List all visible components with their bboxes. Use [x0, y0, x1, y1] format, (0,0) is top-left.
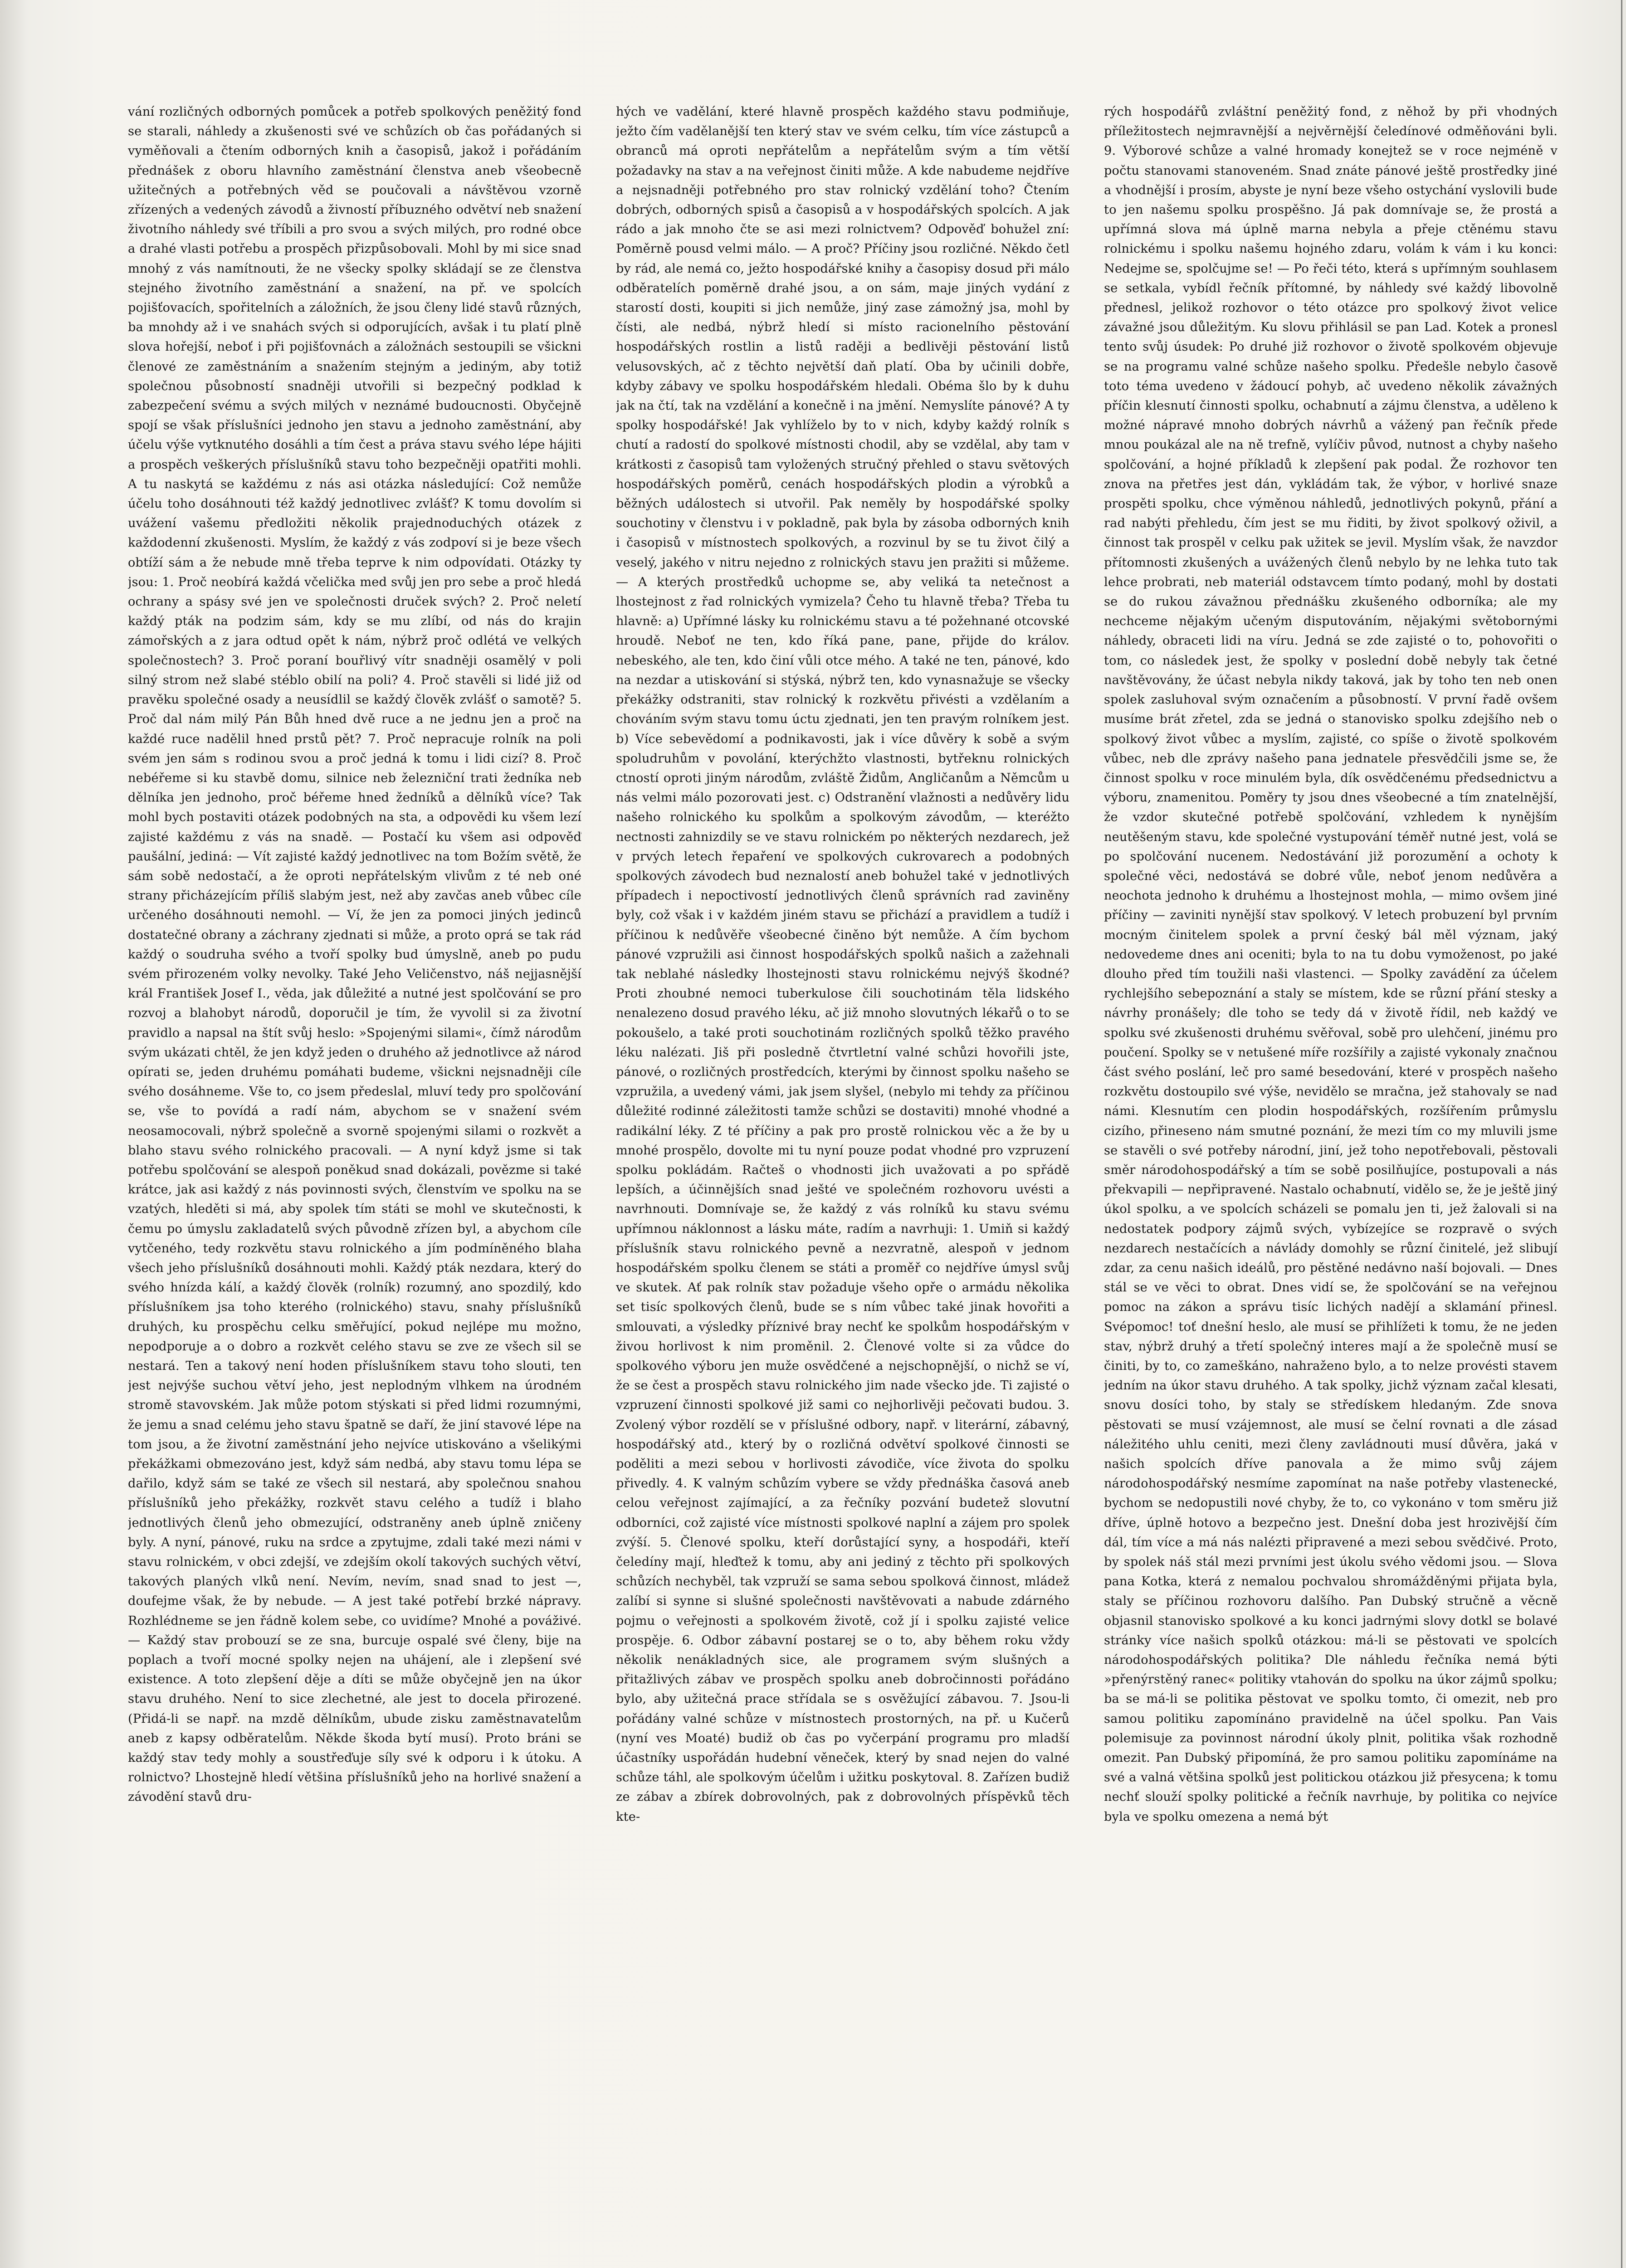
column-1 [128, 102, 581, 2268]
column-2-text: hých ve vadělání, které hlavně prospěch každého stavu podmiňuje, ježto čím vadělanější ten který stav ve svém celku, tím více zástupců a obranců má oproti nepřátelům a nepřátelům svým a tím větší požadavky na stav a na veřejnost činiti může. A kde nabudeme nejdříve a nejsnadněji potřebného pro stav rolnický vzdělání toho? Čtením dobrých, odborných spisů a časopisů a v hospodářských spolcích. A jak rádo a jak mnoho čte se asi mezi rolnictvem? Odpověď bohužel zní: Poměrně pousd velmi málo. — A proč? Příčiny jsou rozličné. Někdo četl by rád, ale nemá co, ježto hospodářské knihy a časopisy dosud při málo odběratelích poměrně drahé jsou, a on sám, maje jiných vydání z starostí dosti, koupiti si jich nemůže, jiný zase zámožný jsa, mohl by čísti, ale nedbá, nýbrž hledí si místo racionelního pěstování hospodářských rostlin a listů raději a bedlivěji pěstování listů velusovských, ač z těchto největší daň platí. Oba by učinili dobře, kdyby zábavy ve spolku hospodářském hledali. Obéma šlo by k duhu jak na čtí, tak na vzdělání a konečně i na jmění. Nemyslíte pánové? A ty spolky hospodářské! Jak vyhlíželo by to v nich, kdyby každý rolník s chutí a radostí do spolkové místnosti chodil, aby se vzdělal, aby tam v krátkosti z časopisů tam vyložených stručný přehled o stavu světových hospodářských poměrů, cenách hospodářských plodin a výrobků a běžných událostech si utvořil. Pak neměly by hospodářské spolky souchotiny v členstvu i v pokladně, pak byla by zásoba odborných knih i časopisů v místnostech spolkových, a rozvinul by se tu život čilý a veselý, jakého v nitru nejedno z rolnických stavu jen pražiti si můžeme. — A kterých prostředků uchopme se, aby veliká ta netečnost a lhostejnost z řad rolnických vymizela? Čeho tu hlavně třeba? Třeba tu hlavně: a) Upřímné lásky ku rolnickému stavu a té požehnané otcovské hroudě. Neboť ne ten, kdo říká pane, pane, přijde do králov. nebeského, ale ten, kdo činí vůli otce mého. A také ne ten, pánové, kdo na nezdar a utiskování si stýská, nýbrž ten, kdo vynasnažuje se všecky překážky odstraniti, stav rolnický k rozkvětu přivésti a vzdělaním a chováním svým stavu tomu úctu zjednati, jen ten pravým rolníkem jest. b) Více sebevědomí a podnikavosti, jak i více důvěry k sobě a svým spoludruhům v povolání, kterýchžto vlastnosti, bytřeknu rolnických ctností oproti jiným národům, zvláště Židům, Angličanům a Němcům u nás velmi málo pozorovati jest. c) Odstranění vlažnosti a nedůvěry lidu našeho rolnického ku spolkům a spolkovým závodům, — kteréžto nectnosti zahnizdily se ve stavu rolnickém po některých nezdarech, jež v prvých letech řepaření ve spolkových cukrovarech a podobných spolkových závodech bud neznalostí aneb bohužel také v jednotlivých případech i nepoctivostí jednotlivých členů správních rad zaviněny byly, což však i v každém jiném stavu se přichází a pravidlem a tudíž i příčinou k nedůvěře všeobecné činěno být nemůže. A čím bychom pánové vzpružili asi činnost hospodářských spolků našich a zažehnali tak neblahé následky lhostejnosti stavu rolnickému nejvýš škodné? Proti zhoubné nemoci tuberkulose čili souchotinám těla lidského nenalezeno dosud pravého léku, ač již mnoho slovutných lékařů o to se pokoušelo, a také proti souchotinám rozličných spolků těžko pravého léku nalézati. Jiš při posledně čtvrtletní valné schůzi hovořili jste, pánové, o rozličných prostředcích, kterými by činnost spolku našeho se vzpružila, a uvedený vámi, jak jsem slyšel, (nebylo mi tehdy za příčinou důležité rodinné záležitosti tamže schůzi se dostaviti) mnohé vhodné a radikální léky. Z té příčiny a pak pro prostě rolnickou věc a že by u mnohé prospělo, dovolte mi tu nyní pouze podat vhodné pro vzpruzení spolku pokládám. Račteš o vhodnosti jich uvažovati a po spřádě lepších, a účinnějších snad ješté ve společném rozhovoru uvésti a navrhnouti. Domnívaje se, že každý z vás rolníků ku stavu svému upřímnou náklonnost a lásku máte, radím a navrhuji: 1. Umiň si každý příslušník stavu rolnického pevně a nezvratně, alespoň v jednom hospodářském spolku členem se státi a proměř co nejdříve úmysl svůj ve skutek. Ať pak rolník stav požaduje všeho opře o armádu několika set tisíc spolkových členů, bude se s ním vůbec také jinak hovořiti a smlouvati, a výsledky příznivé bray nechť ke spolkům hospodářským v živou horlivost k nim proměnil. 2. Členové volte si za vůdce do spolkového výboru jen muže osvědčené a nejschopnější, o nichž se ví, že se čest a prospěch stavu rolnického jim nade všecko jde. Ti zajisté o vzpruzení činnosti spolkové již sami co nejhorlivěji pečovati budou. 3. Zvolený výbor rozdělí se v příslušné odbory, např. v literární, zábavný, hospodářský atd., který by o rozličná odvětví spolkové činnosti se poděliti a mezi sebou v horlivosti závodiče, více života do spolku přivedly. 4. K valným schůzím vybere se vždy přednáška časová aneb celou veřejnost zajímající, a za řečníky pozvání budetež slovutní odborníci, což zajisté více místnosti spolkové naplní a zájem pro spolek zvýší. 5. Členové spolku, kteří dorůstající syny, a hospodáři, kteří čeledíny mají, hleďtež k tomu, aby ani jediný z těchto při spolkových schůzích nechyběl, tak vzpruží se sama sebou spolková činnost, mládež zalíbí si synne si slušné společnosti navštěvovati a nabude zdárného pojmu o veřejnosti a spolkovém životě, což jí i spolku zajisté velice prospěje. 6. Odbor zábavní postarej se o to, aby během roku vždy několik nenákladných sice, ale programem svým slušných a přitažlivých zábav ve prospěch spolku aneb dobročinnosti pořádáno bylo, aby užitečná prace střídala se s osvěžující zábavou. 7. Jsou-li pořádány valné schůze v místnostech prostorných, na př. u Kučerů (nyní ves Moaté) budiž ob čas po vyčerpání programu pro mladší účastníky uspořádán hudební věneček, který by snad nejen do valné schůze táhl, ale spolkovým účelům i užitku poskytoval. 8. Zařízen budiž ze zábav a zbírek dobrovolných, pak z dobrovolných příspěvků těch kte- [616, 105, 1069, 1824]
column-3 [1104, 102, 1558, 2268]
text-columns [128, 102, 1558, 2268]
page-edge-shadow [0, 0, 27, 2268]
page-edge-line [1621, 0, 1622, 2268]
column-2 [616, 102, 1069, 2268]
column-1-text: vání rozličných odborných pomůcek a potřeb spolkových peněžitý fond se starali, náhledy a zkušenosti své ve schůzích ob čas pořádaných si vyměňovali a čtením odborných knih a časopisů, jakož i pořádáním přednášek z oboru hlavního zaměstnání členstva aneb všeobecně užitečných a potřebných věd se poučovali a návštěvou vzorně zřízených a vedených závodů a živností příbuzného odvětví neb snažení životního náhledy své tříbili a pro svou a svých milých, pro rodné obce a drahé vlasti potřebu a prospěch přizpůsobovali. Mohl by mi sice snad mnohý z vás namítnouti, že ne všecky spolky skládají se ze členstva stejného životního zaměstnání a snažení, na př. ve spolcích pojišťovacích, spořitelních a záložních, že jsou členy lidé stavů různých, ba mnohdy až i ve snahách svých si odporujících, avšak i tu platí plně slova hořejší, neboť i při pojišťovnách a záložnách sestoupili se všickni členové ze zaměstnáním a snažením stejným a jediným, aby totiž společnou působností snadněji utvořili si bezpečný podklad k zabezpečení svému a svých milých v neznámé budoucnosti. Obyčejně spojí se však příslušníci jednoho jen stavu a jednoho zaměstnání, aby účelu výše vytknutého dosáhli a tím čest a práva stavu svého lépe hájiti a prospěch veškerých příslušníků stavu toho bezpečněji opatřiti mohli. A tu naskytá se každému z nás asi otázka následující: Což nemůže účelu toho dosáhnouti též každý jednotlivec zvlášť? K tomu dovolím si uvážení vašemu předložiti několik prajednoduchých otázek z každodenní zkušenosti. Myslím, že každý z vás zodpoví si je beze všech obtíží sám a že nebude mně třeba teprve k nim odpovídati. Otázky ty jsou: 1. Proč neobírá každá včelička med svůj jen pro sebe a proč hledá ochrany a spásy své jen ve společnosti druček svých? 2. Proč neletí každý pták na podzim sám, kdy se mu zlíbí, od nás do krajin zámořských a z jara odtud opět k nám, nýbrž proč odlétá ve velkých společnostech? 3. Proč poraní bouřlivý vítr snadněji osamělý v poli silný strom než slabé stéblo obilí na poli? 4. Proč stavěli si lidé již od pravěku společné osady a neusídlil se každý člověk zvlášť o samotě? 5. Proč dal nám milý Pán Bůh hned dvě ruce a ne jednu jen a proč na každé ruce nadělil hned prstů pět? 7. Proč nepracuje rolník na poli svém jen sám s rodinou svou a proč jedná k tomu i lidi cizí? 8. Proč nebéřeme si ku stavbě domu, silnice neb železniční trati žedníka neb dělníka jen jednoho, proč béřeme hned žedníků a dělníků více? Tak mohl bych postaviti otázek podobných na sta, a odpovědi ku všem lezí zajisté každému z vás na snadě. — Postačí ku všem asi odpověď paušální, jediná: — Vít zajisté každý jednotlivec na tom Božím světě, že sám sobě nedostačí, a že oproti nepřátelským vlivům z té neb oné strany přicházejícím příliš slabým jest, než aby zavčas aneb vůbec cíle určeného dosáhnouti nemohl. — Ví, že jen za pomoci jiných jedinců dostatečné obrany a záchrany zjednati si může, a proto oprá se tak rád každý o soudruha svého a tvoří spolky bud úmyslně, aneb po pudu svém přirozeném volky nevolky. Také Jeho Veličenstvo, náš nejjasnější král František Josef I., věda, jak důležité a nutné jest spolčování se pro rozvoj a blahobyt národů, doporučil je tím, že vyvolil si za životní pravidlo a napsal na štít svůj heslo: »Spojenými silami«, čímž národům svým ukázati chtěl, že jen když jeden o druhého až jednotlivce až národ opírati se, jeden druhému pomáhati budeme, všickni nejsnadněji cíle svého dosáhneme. Vše to, co jsem předeslal, mluví tedy pro spolčování se, vše to povídá a radí nám, abychom se v snažení svém neosamocovali, nýbrž společně a svorně spojenými silami o rozkvět a blaho stavu svého rolnického pracovali. — A nyní když jsme si tak potřebu spolčování se alespoň poněkud snad dokázali, povězme si také krátce, jak asi každý z nás povinnosti svých, členstvím ve spolku na se vzatých, hleděti si má, aby spolek tím státi se mohl ve skutečnosti, k čemu po úmyslu zakladatelů svých původně zřízen byl, a abychom cíle vytčeného, tedy rozkvětu stavu rolnického a jím podmíněného blaha všech jeho příslušníků dosáhnouti mohli. Každý pták nezdara, který do svého hnízda kálí, a každý člověk (rolník) rozumný, ano spozdilý, kdo příslušníkem jsa toho kterého (rolnického) stavu, snahy příslušníků druhých, ku prospěchu celku směřující, pokud nejlépe mu možno, nepodporuje a o dobro a rozkvět celého stavu se zve ze všech sil se nestará. Ten a takový není hoden příslušníkem stavu toho slouti, ten jest nejvýše suchou větví jeho, jest neplodným vlhkem na úrodném stromě stavovském. Jak může potom stýskati si před lidmi rozumnými, že jemu a snad celému jeho stavu špatně se daří, že jiní stavové lépe na tom jsou, a že životní zaměstnání jeho nejvíce utiskováno a všelikými překážkami obmezováno jest, když sám nedbá, aby stavu tomu lépa se dařilo, když sám se také ze všech sil nestará, aby společnou snahou příslušníků jeho překážky, rozkvět stavu celého a tudíž i blaho jednotlivých členů jeho obmezující, odstraněny aneb úplně zničeny byly. A nyní, pánové, ruku na srdce a zpytujme, zdali také mezi námi v stavu rolnickém, v obci zdejší, ve zdejším okolí takových suchých větví, takových planých vlků není. Nevím, nevím, snad snad to jest —, doufejme však, že by nebude. — A jest také potřebí brzké nápravy. Rozhlédneme se jen řádně kolem sebe, co uvidíme? Mnohé a pováživé. — Každý stav probouzí se ze sna, burcuje ospalé své členy, bije na poplach a tvoří mocné spolky nejen na uhájení, ale i zlepšení své existence. A toto zlepšení děje a díti se může obyčejně jen na úkor stavu druhého. Není to sice zlechetné, ale jest to docela přirozené. (Přidá-li se např. na mzdě dělníkům, ubude zisku zaměstnavatelům aneb z kapsy odběratelům. Někde škoda bytí musí). Proto bráni se každý stav tedy mohly a soustřeďuje síly své k odporu i k útoku. A rolnictvo? Lhostejně hledí většina příslušníků jeho na horlivé snažení a závodění stavů dru- [128, 105, 581, 1804]
column-3-text: rých hospodářů zvláštní peněžitý fond, z něhož by při vhodných příležitostech nejmravnější a nejvěrnější čeledínové odměňováni byli. 9. Výborové schůze a valné hromady konejtež se v roce nejméně v počtu stanovami stanoveném. Snad znáte pánové ještě prostředky jiné a vhodnější i prosím, abyste je nyní beze všeho ostychání vyslovili bude to jen našemu spolku prospěšno. Já pak domnívaje se, že prostá a upřímná slova má úplně marna nebyla a přeje ctěnému stavu rolnickému i spolku našemu hojného zdaru, volám k vám i ku konci: Nedejme se, spolčujme se! — Po řeči této, která s upřímným souhlasem se setkala, vybídl řečník přítomné, by náhledy své každý libovolně přednesl, jelikož rozhovor o této otázce pro spolkový život velice závažné jsou důležitým. Ku slovu přihlásil se pan Lad. Kotek a pronesl tento svůj úsudek: Po druhé již rozhovor o životě spolkovém objevuje se na programu valné schůze našeho spolku. Předešle nebylo časově toto téma uvedeno v žádoucí pohyb, ač uvedeno několik závažných příčin klesnutí činnosti spolku, ochabnutí a zájmu členstva, a uděleno k možné nápravé mnoho dobrých návrhů a vážený pan řečník přede mnou poukázal ale na ně trefně, vylíčiv původ, nutnost a chyby našeho spolčování, a hojné příkladů k zlepšení pak podal. Že rozhovor ten znova na přetřes jest dán, vykládám tak, že výbor, v horlivé snaze prospěti spolku, chce výměnou náhledů, jednotlivých pokynů, přání a rad nabýti přehledu, čím jest se mu řiditi, by život spolkový oživil, a činnost tak prospěl v celku pak užitek se jevil. Myslím však, že navzdor přítomnosti zkušených a uvážených členů nebylo by ne lehka tuto tak lehce probrati, neb materiál odstavcem tímto podaný, mohl by dostati se do rukou závažnou přednášku zkušeného odborníka; ale my nechceme nějakým učeným disputováním, nějakými světobornými náhledy, obraceti lidi na víru. Jedná se zde zajisté o to, pohovořiti o tom, co následek jest, že spolky v poslední době nebyly tak četné navštěvovány, že účast nebyla nikdy taková, jak by toho ten neb onen spolek zasluhoval svým označením a působností. V první řadě ovšem musíme brát zřetel, zda se jedná o stanovisko spolku zdejšího neb o spolkový život vůbec a myslím, zajisté, co spíše o životě spolkovém vůbec, neb dle zprávy našeho pana jednatele přesvědčili jsme se, že činnost spolku v roce minulém byla, dík osvědčenému předsednictvu a výboru, znamenitou. Poměry ty jsou dnes všeobecné a tím znatelnější, že vzdor skutečné potřebě spolčování, vzhledem k nynějším neutěšeným stavu, kde společné vystupování téměř nutné jest, volá se po spolčování nucenem. Nedostávání již porozumění a ochoty k společné věci, nedostává se dobré vůle, neboť jenom nedůvěra a neochota jednoho k druhému a lhostejnost mohla, — mimo ovšem jiné příčiny — zaviniti nynější stav spolkový. V letech probuzení byl prvním mocným činitelem spolek a první český bál měl význam, jaký nedovedeme dnes ani oceniti; byla to na tu dobu vymoženost, po jaké dlouho před tím toužili naši vlastenci. — Spolky zavádění za účelem rychlejšího sebepoznání a staly se místem, kde se různí přání stesky a návrhy pronášely; dle toho se tedy dá v životě řídil, neb každý ve spolku své zkušenosti druhému svěřoval, sobě pro ulehčení, jinému pro poučení. Spolky se v netušené míře rozšířily a zajisté vykonaly značnou část svého poslání, leč pro samé besedování, které v prospěch našeho rozkvětu dostoupilo své výše, nevidělo se mračna, jež stahovaly se nad námi. Klesnutím cen plodin hospodářských, rozšířením průmyslu cizího, přineseno nám smutné poznání, že mezi tím co my mluvili jsme se stavěli o své potřeby národní, jiní, jež toho nepotřebovali, pěstovali směr národohospodářský a tím se sobě posilňujíce, postupovali a nás překvapili — nepřipravené. Nastalo ochabnutí, vidělo se, že je ještě jiný úkol spolku, a ve spolcích scházeli se pomalu jen ti, jež žalovali si na nedostatek podpory zájmů svých, vybízejíce se rozpravě o svých nezdarech nestačících a návlády domohly se různí činitelé, jež slibují zdar, za cenu našich ideálů, pro pěstěné nedávno naší bojovali. — Dnes stál se ve věci to obrat. Dnes vidí se, že spolčování se na veřejnou pomoc na zákon a správu tisíc lichých nadějí a sklamání přinesl. Svépomoc! toť dnešní heslo, ale musí se přihlížeti k tomu, že ne jeden stav, nýbrž druhý a třetí společný interes mají a že společně musí se činiti, by to, co zameškáno, nahraženo bylo, a to nelze provésti stavem jedním na úkor stavu druhého. A tak spolky, jichž význam začal klesati, snovu dosíci toho, by staly se středískem hledaným. Zde snova pěstovati se musí vzájemnost, ale musí se čelní rovnati a dle zásad náležitého uhlu ceniti, mezi členy zavládnouti musí důvěra, jaká v našich spolcích dříve panovala a že mimo svůj zájem národohospodářský nesmíme zapomínat na naše potřeby vlastenecké, bychom se nedopustili nové chyby, že to, co vykonáno v tom směru již dříve, úplně hotovo a bezpečno jest. Dnešní doba jest hrozivější čím dál, tím více a má nás nalézti připravené a mezi sebou svědčivé. Proto, by spolek náš stál mezi prvními jest úkolu svého vědomi jsou. — Slova pana Kotka, která z nemalou pochvalou shromážděnými přijata byla, staly se příčinou rozhovoru dalšího. Pan Dubský stručně a věcně objasnil stanovisko spolkové a ku konci jadrnými slovy dotkl se bolavé stránky více našich spolků otázkou: má-li se pěstovati ve spolcích národohospodářských politika? Dle náhledu řečníka nemá býti »přenýrstěný ranec« politiky vtahován do spolku na úkor zájmů spolku; ba se má-li se politika pěstovat ve spolku tomto, či omezit, neb pro samou politiku zapomínáno pravidelně na účel spolku. Pan Vais polemisuje za povinnost národní úkoly plnit, politika však rozhodně omezit. Pan Dubský připomíná, že pro samou politiku zapomínáme na své a valná většina spolků jest politickou otázkou již přesycena; k tomu nechť slouží spolky politické a řečník navrhuje, by politika co nejvíce byla ve spolku omezena a nemá být [1104, 105, 1558, 1824]
